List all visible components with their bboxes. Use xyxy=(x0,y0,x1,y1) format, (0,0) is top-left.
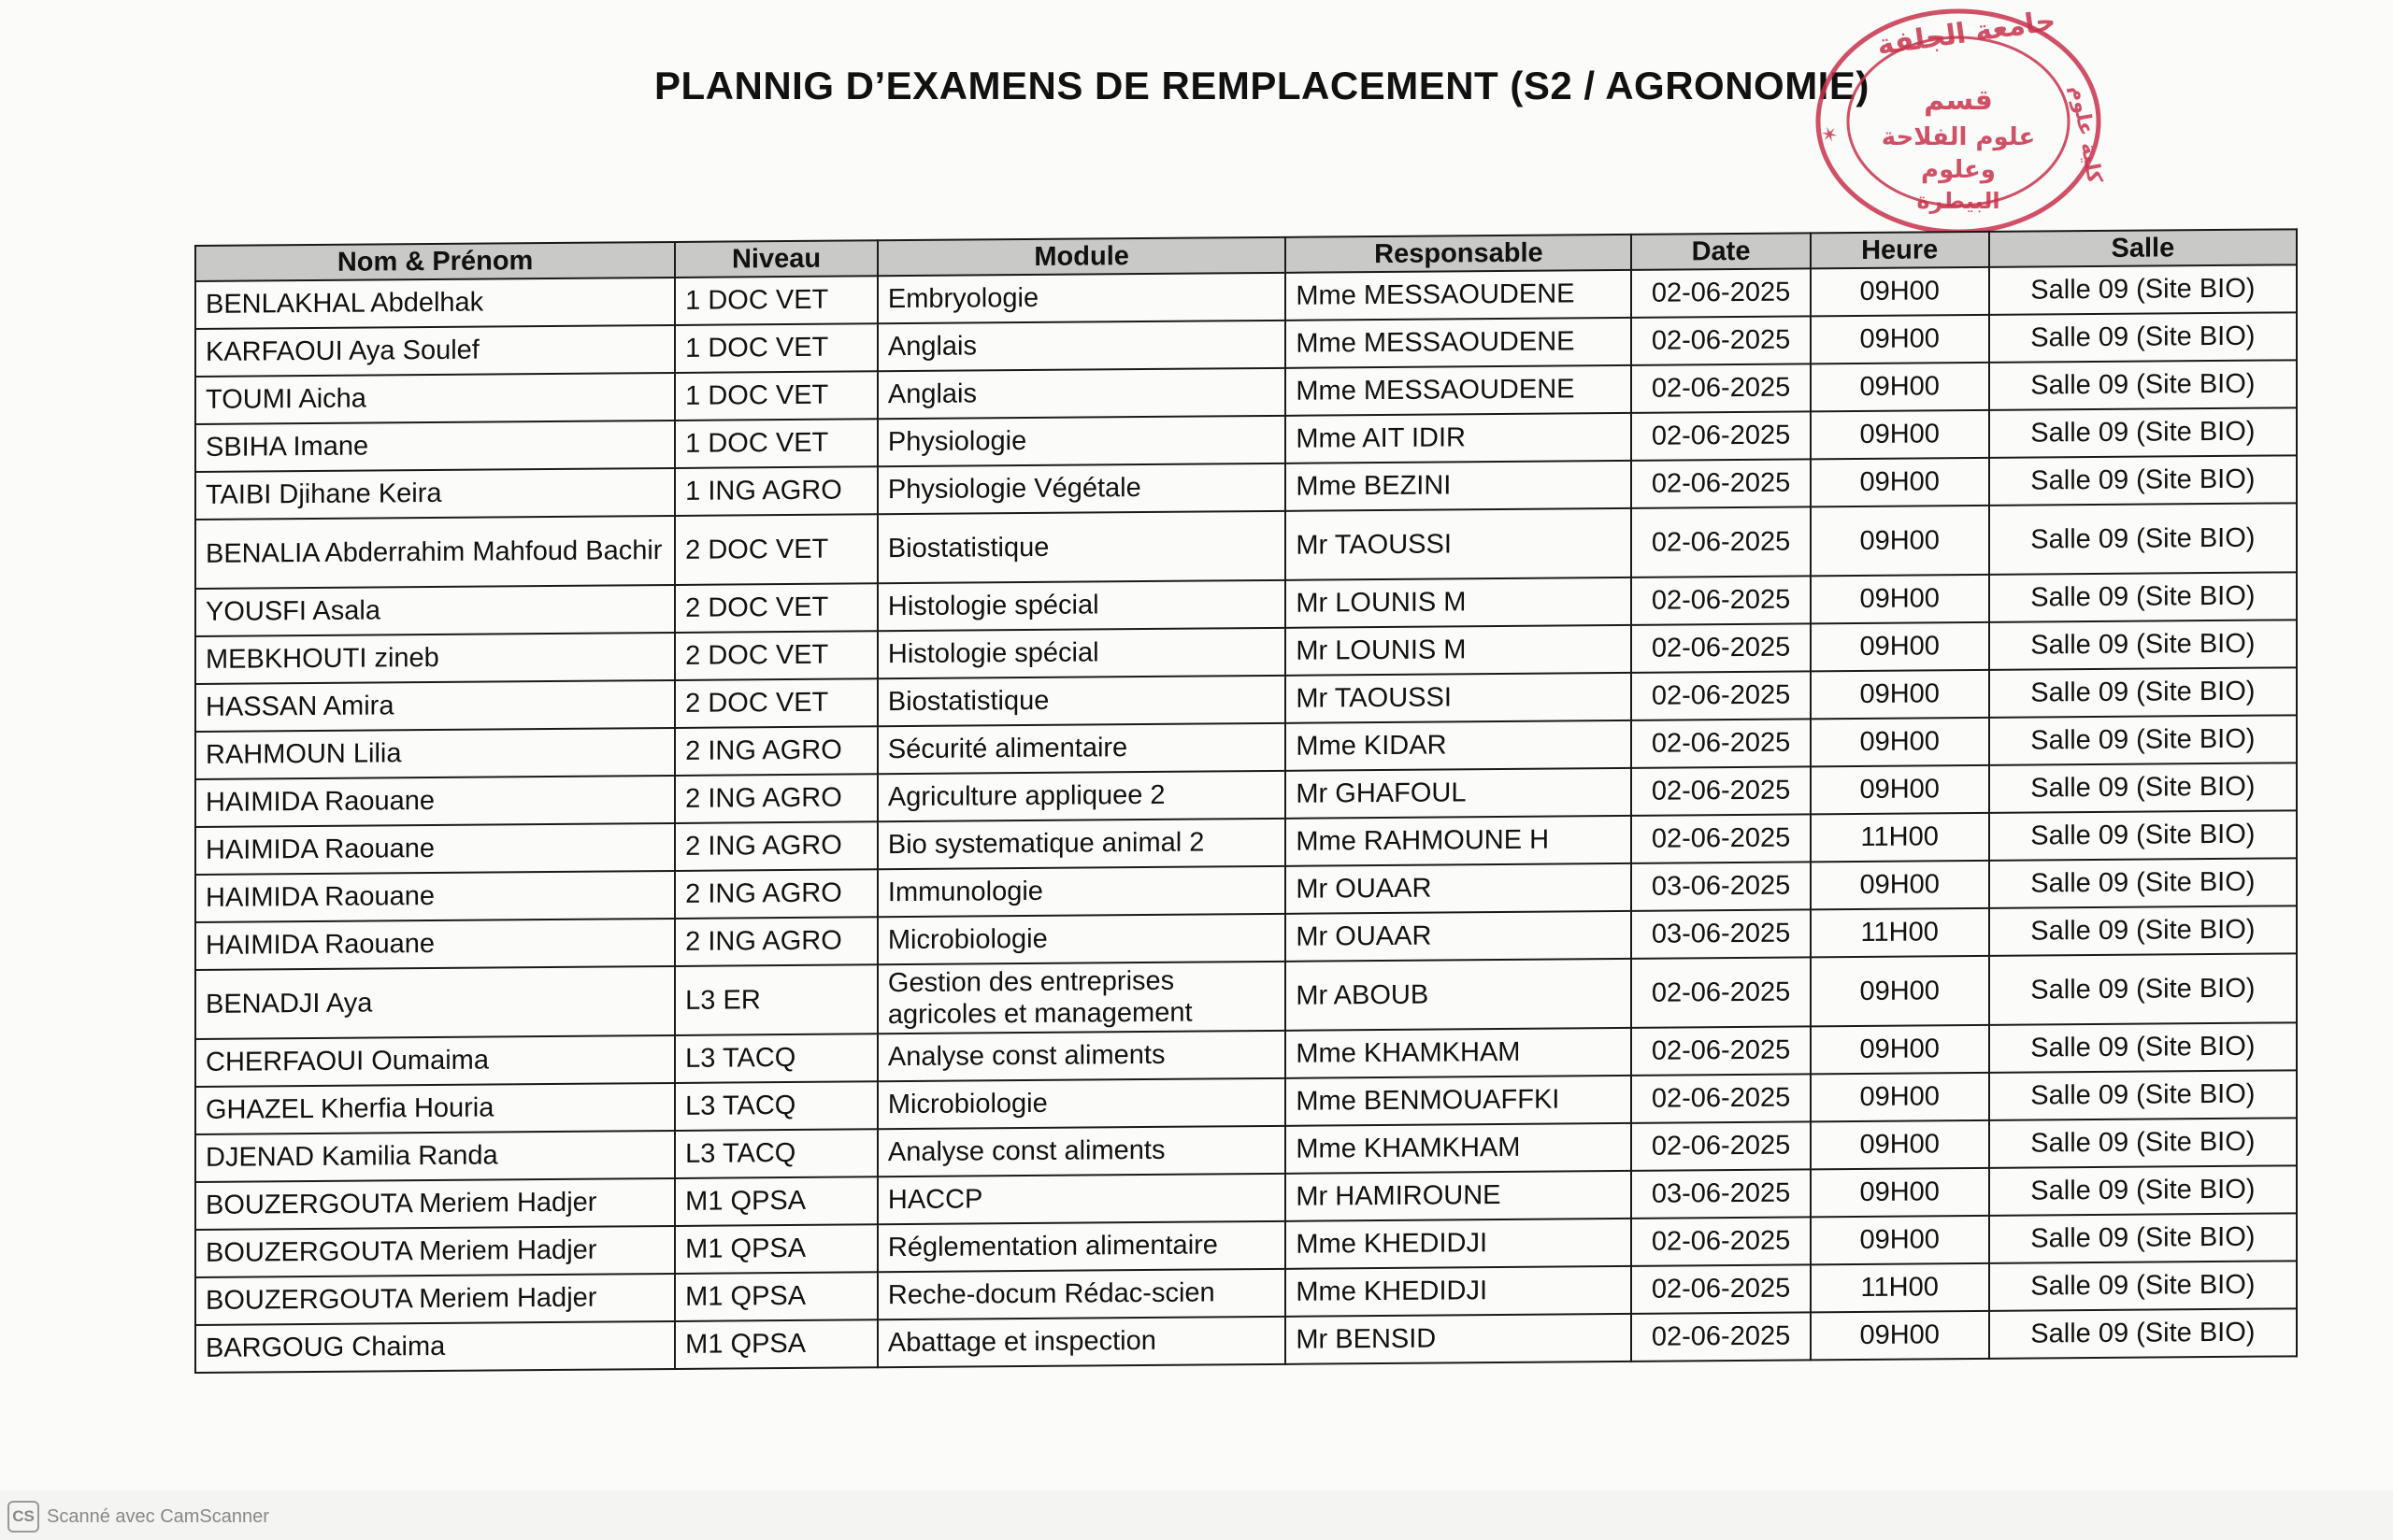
cell-module: Physiologie xyxy=(878,416,1286,466)
scanner-footer-text: Scanné avec CamScanner xyxy=(47,1505,269,1527)
cell-module: Anglais xyxy=(878,321,1286,371)
cell-niveau: 2 ING AGRO xyxy=(675,774,878,823)
cell-niveau: 2 ING AGRO xyxy=(675,821,878,871)
cell-heure: 09H00 xyxy=(1811,765,1989,815)
cell-nom: SBIHA Imane xyxy=(195,421,675,472)
cell-nom: HAIMIDA Raouane xyxy=(195,823,675,875)
svg-text:✶: ✶ xyxy=(1817,123,1844,146)
cell-nom: TAIBI Djihane Keira xyxy=(195,468,675,520)
cell-responsable: Mme MESSAOUDENE xyxy=(1285,318,1631,368)
cell-date: 02-06-2025 xyxy=(1631,719,1810,768)
cell-niveau: 2 ING AGRO xyxy=(675,726,878,776)
cell-niveau: 2 DOC VET xyxy=(675,583,878,633)
cell-heure: 09H00 xyxy=(1811,670,1989,720)
cell-module: Immunologie xyxy=(878,866,1286,917)
cell-heure: 09H00 xyxy=(1811,575,1989,624)
cell-salle: Salle 09 (Site BIO) xyxy=(1989,1165,2297,1216)
cell-salle: Salle 09 (Site BIO) xyxy=(1989,264,2297,315)
cell-responsable: Mme KHEDIDJI xyxy=(1285,1266,1631,1317)
header-responsable: Responsable xyxy=(1285,235,1631,273)
cell-responsable: Mr BENSID xyxy=(1285,1314,1631,1364)
cell-nom: CHERFAOUI Oumaima xyxy=(195,1035,675,1087)
cell-module: Sécurité alimentaire xyxy=(878,723,1286,774)
cell-salle: Salle 09 (Site BIO) xyxy=(1989,1022,2297,1073)
cell-heure: 09H00 xyxy=(1811,956,1989,1027)
cell-niveau: M1 QPSA xyxy=(675,1319,878,1369)
cell-heure: 09H00 xyxy=(1811,1025,1989,1075)
cell-salle: Salle 09 (Site BIO) xyxy=(1989,1261,2297,1311)
cell-niveau: 1 DOC VET xyxy=(675,276,878,325)
cell-module: Anglais xyxy=(878,368,1286,419)
cell-salle: Salle 09 (Site BIO) xyxy=(1989,360,2297,410)
cell-niveau: 2 DOC VET xyxy=(675,678,878,728)
cell-salle: Salle 09 (Site BIO) xyxy=(1989,1118,2297,1168)
cell-heure: 09H00 xyxy=(1811,267,1989,317)
cell-niveau: 2 DOC VET xyxy=(675,514,878,585)
cell-salle: Salle 09 (Site BIO) xyxy=(1989,905,2297,956)
cell-responsable: Mme BEZINI xyxy=(1285,461,1631,511)
cell-responsable: Mme KHAMKHAM xyxy=(1285,1123,1631,1174)
svg-text:علوم الفلاحة: علوم الفلاحة xyxy=(1881,123,2036,151)
cell-salle: Salle 09 (Site BIO) xyxy=(1989,953,2297,1025)
cell-niveau: M1 QPSA xyxy=(675,1272,878,1321)
cell-nom: BOUZERGOUTA Meriem Hadjer xyxy=(195,1178,675,1230)
cell-heure: 09H00 xyxy=(1811,363,1989,412)
cell-salle: Salle 09 (Site BIO) xyxy=(1989,620,2297,670)
cell-nom: HAIMIDA Raouane xyxy=(195,919,675,970)
cell-heure: 09H00 xyxy=(1811,1168,1989,1218)
cell-salle: Salle 09 (Site BIO) xyxy=(1989,312,2297,363)
cell-date: 02-06-2025 xyxy=(1631,1074,1810,1123)
header-heure: Heure xyxy=(1811,232,1989,269)
cell-responsable: Mme MESSAOUDENE xyxy=(1285,270,1631,321)
scanner-footer xyxy=(7,1501,269,1533)
cell-salle: Salle 09 (Site BIO) xyxy=(1989,572,2297,622)
cell-nom: BENLAKHAL Abdelhak xyxy=(195,278,675,329)
cell-salle: Salle 09 (Site BIO) xyxy=(1989,407,2297,458)
cell-niveau: 1 DOC VET xyxy=(675,419,878,468)
cell-heure: 09H00 xyxy=(1811,458,1989,507)
cell-module: Gestion des entreprises agricoles et management xyxy=(878,962,1286,1034)
cell-niveau: 1 DOC VET xyxy=(675,371,878,421)
cell-date: 02-06-2025 xyxy=(1631,506,1810,578)
cell-module: Embryologie xyxy=(878,273,1286,323)
table-body xyxy=(195,264,2297,1373)
cell-responsable: Mme KIDAR xyxy=(1285,720,1631,771)
cell-nom: MEBKHOUTI zineb xyxy=(195,633,675,684)
svg-text:كلية علوم: كلية علوم xyxy=(2065,83,2106,186)
cell-date: 02-06-2025 xyxy=(1631,814,1810,863)
header-salle: Salle xyxy=(1989,229,2297,267)
cell-heure: 09H00 xyxy=(1811,506,1989,577)
cell-nom: KARFAOUI Aya Soulef xyxy=(195,325,675,377)
cell-nom: BARGOUG Chaima xyxy=(195,1321,675,1373)
cell-date: 02-06-2025 xyxy=(1631,957,1810,1028)
cell-module: Biostatistique xyxy=(878,676,1286,726)
cell-date: 02-06-2025 xyxy=(1631,364,1810,413)
header-nom: Nom & Prénom xyxy=(195,242,675,281)
cell-date: 02-06-2025 xyxy=(1631,1121,1810,1171)
cell-responsable: Mme BENMOUAFFKI xyxy=(1285,1076,1631,1126)
header-date: Date xyxy=(1631,233,1810,270)
cell-heure: 09H00 xyxy=(1811,861,1989,910)
cell-responsable: Mr HAMIROUNE xyxy=(1285,1171,1631,1221)
cell-heure: 09H00 xyxy=(1811,1311,1989,1361)
cell-niveau: L3 ER xyxy=(675,964,878,1035)
cell-salle: Salle 09 (Site BIO) xyxy=(1989,1070,2297,1120)
cell-nom: HASSAN Amira xyxy=(195,680,675,732)
svg-text:وعلوم: وعلوم xyxy=(1921,156,1996,184)
cell-date: 02-06-2025 xyxy=(1631,316,1810,365)
cell-salle: Salle 09 (Site BIO) xyxy=(1989,503,2297,575)
cell-responsable: Mr GHAFOUL xyxy=(1285,768,1631,819)
cell-nom: BOUZERGOUTA Meriem Hadjer xyxy=(195,1226,675,1277)
cell-module: HACCP xyxy=(878,1174,1286,1224)
cell-responsable: Mr ABOUB xyxy=(1285,959,1631,1031)
document-title: PLANNIG D’EXAMENS DE REMPLACEMENT (S2 / AGRONOMIE) xyxy=(654,64,1870,107)
cell-date: 02-06-2025 xyxy=(1631,766,1810,816)
cell-salle: Salle 09 (Site BIO) xyxy=(1989,1213,2297,1263)
cell-heure: 09H00 xyxy=(1811,1216,1989,1265)
cell-heure: 09H00 xyxy=(1811,1120,1989,1170)
cell-heure: 09H00 xyxy=(1811,622,1989,672)
cell-module: Microbiologie xyxy=(878,914,1286,964)
cell-responsable: Mme KHAMKHAM xyxy=(1285,1028,1631,1078)
cell-module: Histologie spécial xyxy=(878,580,1286,631)
cell-salle: Salle 09 (Site BIO) xyxy=(1989,715,2297,765)
cell-date: 03-06-2025 xyxy=(1631,909,1810,959)
cell-module: Analyse const aliments xyxy=(878,1031,1286,1081)
cell-niveau: 1 ING AGRO xyxy=(675,466,878,516)
camscanner-logo-icon: CS xyxy=(7,1501,39,1533)
cell-niveau: M1 QPSA xyxy=(675,1224,878,1274)
cell-heure: 09H00 xyxy=(1811,410,1989,460)
cell-date: 02-06-2025 xyxy=(1631,671,1810,720)
cell-responsable: Mme MESSAOUDENE xyxy=(1285,365,1631,416)
cell-niveau: 1 DOC VET xyxy=(675,323,878,373)
cell-niveau: L3 TACQ xyxy=(675,1034,878,1083)
cell-nom: YOUSFI Asala xyxy=(195,585,675,636)
cell-responsable: Mr TAOUSSI xyxy=(1285,673,1631,723)
exam-schedule-table xyxy=(194,228,2298,1374)
cell-module: Microbiologie xyxy=(878,1078,1286,1129)
cell-responsable: Mme AIT IDIR xyxy=(1285,413,1631,463)
header-module: Module xyxy=(878,237,1286,276)
svg-text:البيطرة: البيطرة xyxy=(1916,188,2000,214)
cell-responsable: Mr OUAAR xyxy=(1285,863,1631,914)
cell-salle: Salle 09 (Site BIO) xyxy=(1989,858,2297,908)
cell-responsable: Mr LOUNIS M xyxy=(1285,578,1631,628)
cell-module: Bio systematique animal 2 xyxy=(878,819,1286,869)
cell-heure: 11H00 xyxy=(1811,813,1989,863)
cell-date: 02-06-2025 xyxy=(1631,1264,1810,1314)
cell-nom: HAIMIDA Raouane xyxy=(195,776,675,827)
cell-date: 02-06-2025 xyxy=(1631,1026,1810,1076)
cell-salle: Salle 09 (Site BIO) xyxy=(1989,455,2297,506)
cell-date: 02-06-2025 xyxy=(1631,411,1810,461)
cell-responsable: Mr TAOUSSI xyxy=(1285,508,1631,580)
cell-date: 03-06-2025 xyxy=(1631,1169,1810,1219)
cell-niveau: 2 ING AGRO xyxy=(675,917,878,966)
cell-date: 02-06-2025 xyxy=(1631,268,1810,318)
cell-date: 03-06-2025 xyxy=(1631,862,1810,911)
cell-niveau: M1 QPSA xyxy=(675,1176,878,1226)
cell-nom: DJENAD Kamilia Randa xyxy=(195,1131,675,1182)
cell-salle: Salle 09 (Site BIO) xyxy=(1989,763,2297,813)
cell-module: Abattage et inspection xyxy=(878,1317,1286,1367)
svg-text:جامعة الجلفة: جامعة الجلفة xyxy=(1875,5,2058,63)
cell-responsable: Mme RAHMOUNE H xyxy=(1285,816,1631,866)
cell-module: Reche-docum Rédac-scien xyxy=(878,1269,1286,1319)
cell-nom: RAHMOUN Lilia xyxy=(195,728,675,779)
cell-heure: 11H00 xyxy=(1811,1263,1989,1313)
cell-niveau: L3 TACQ xyxy=(675,1129,878,1178)
cell-niveau: L3 TACQ xyxy=(675,1081,878,1131)
university-stamp xyxy=(1799,5,2108,238)
cell-date: 02-06-2025 xyxy=(1631,576,1810,625)
cell-nom: BENALIA Abderrahim Mahfoud Bachir xyxy=(195,516,675,589)
cell-nom: BENADJI Aya xyxy=(195,966,675,1039)
cell-salle: Salle 09 (Site BIO) xyxy=(1989,1308,2297,1359)
cell-salle: Salle 09 (Site BIO) xyxy=(1989,667,2297,718)
cell-heure: 09H00 xyxy=(1811,1073,1989,1122)
cell-module: Histologie spécial xyxy=(878,628,1286,678)
cell-heure: 09H00 xyxy=(1811,718,1989,767)
cell-heure: 11H00 xyxy=(1811,908,1989,958)
cell-nom: GHAZEL Kherfia Houria xyxy=(195,1083,675,1134)
cell-salle: Salle 09 (Site BIO) xyxy=(1989,810,2297,861)
cell-module: Réglementation alimentaire xyxy=(878,1221,1286,1272)
cell-module: Agriculture appliquee 2 xyxy=(878,771,1286,821)
cell-module: Biostatistique xyxy=(878,511,1286,583)
cell-date: 02-06-2025 xyxy=(1631,1217,1810,1266)
cell-niveau: 2 ING AGRO xyxy=(675,869,878,919)
cell-date: 02-06-2025 xyxy=(1631,1312,1810,1362)
cell-date: 02-06-2025 xyxy=(1631,459,1810,508)
cell-nom: TOUMI Aicha xyxy=(195,373,675,424)
cell-nom: BOUZERGOUTA Meriem Hadjer xyxy=(195,1274,675,1325)
svg-text:قسم: قسم xyxy=(1924,84,1993,117)
cell-module: Physiologie Végétale xyxy=(878,463,1286,514)
cell-heure: 09H00 xyxy=(1811,315,1989,364)
cell-responsable: Mr OUAAR xyxy=(1285,911,1631,962)
cell-niveau: 2 DOC VET xyxy=(675,631,878,680)
cell-module: Analyse const aliments xyxy=(878,1126,1286,1176)
cell-nom: HAIMIDA Raouane xyxy=(195,871,675,922)
cell-responsable: Mme KHEDIDJI xyxy=(1285,1219,1631,1269)
cell-responsable: Mr LOUNIS M xyxy=(1285,625,1631,676)
header-niveau: Niveau xyxy=(675,240,878,278)
cell-date: 02-06-2025 xyxy=(1631,623,1810,673)
